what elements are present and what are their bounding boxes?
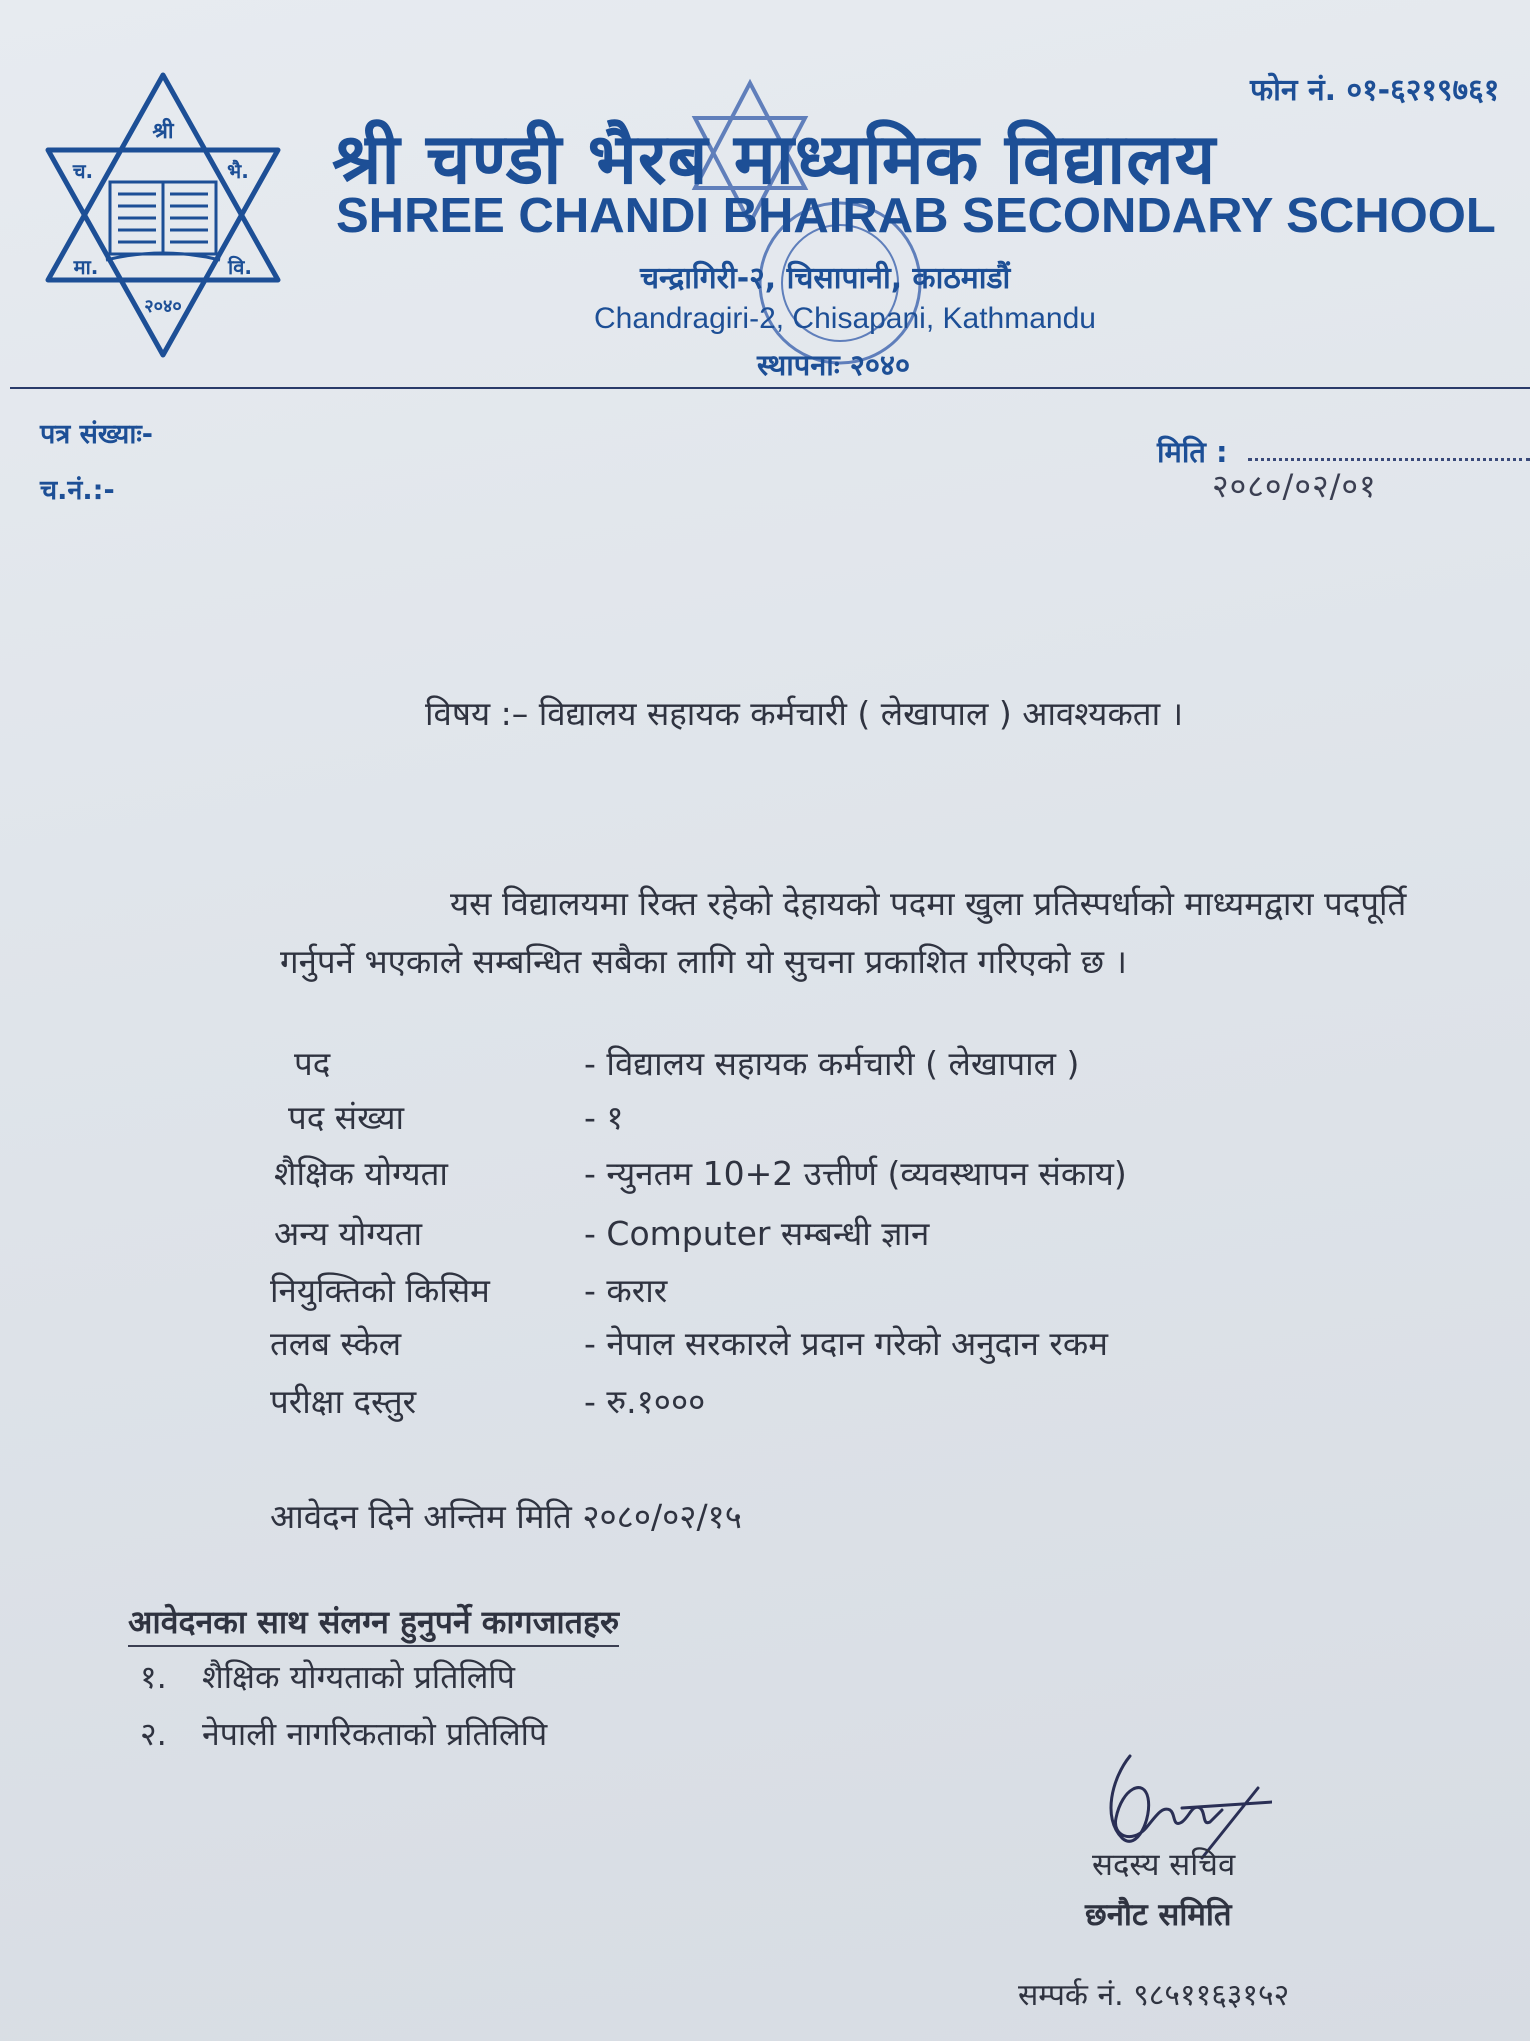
school-logo-icon [38, 70, 288, 360]
established-year: स्थापनाः २०४० [757, 348, 911, 382]
header-divider [10, 387, 1530, 389]
detail-value: - न्युनतम 10+2 उत्तीर्ण (व्यवस्थापन संकाय) [584, 1154, 1127, 1193]
required-documents-heading: आवेदनका साथ संलग्न हुनुपर्ने कागजातहरु [128, 1600, 619, 1647]
address-nepali: चन्द्रागिरी-२, चिसापानी, काठमाडौं [640, 261, 1011, 296]
list-item [140, 1655, 515, 1698]
logo-year: २०४० [144, 296, 182, 317]
letter-number-label: पत्र संख्याः- [40, 419, 153, 450]
list-item-number: १. [140, 1658, 167, 1696]
detail-value: - १ [584, 1098, 624, 1137]
intro-paragraph [280, 875, 1470, 991]
detail-value: - करार [584, 1271, 668, 1310]
phone-number: फोन नं. ०१-६२१९७६१ [1250, 73, 1500, 108]
intro-paragraph-text: यस विद्यालयमा रिक्त रहेको देहायको पदमा खुला प्रतिस्पर्धाको माध्यमद्वारा पदपूर्ति गर्नुपर्ने भएकाले सम्बन्धित सबैका लागि यो सुचना प्रकाशित गरिएको छ । [280, 884, 1407, 981]
list-item [140, 1712, 547, 1755]
detail-label: पद संख्या [288, 1098, 405, 1137]
list-item-text: शैक्षिक योग्यताको प्रतिलिपि [202, 1658, 515, 1696]
logo-top-letter: श्री [152, 119, 174, 144]
signatory-title: सदस्य सचिव [1092, 1847, 1236, 1883]
detail-label: अन्य योग्यता [274, 1214, 423, 1253]
detail-value: - रु.१००० [584, 1382, 706, 1421]
school-name-nepali: श्री चण्डी भैरब माध्यमिक विद्यालय [332, 118, 1217, 200]
contact-number: सम्पर्क नं. ९८५११६३१५२ [1018, 1978, 1290, 2013]
list-item-number: २. [140, 1715, 167, 1753]
detail-value: - Computer सम्बन्धी ज्ञान [584, 1214, 930, 1253]
logo-left-letter: च. [72, 159, 94, 183]
application-deadline: आवेदन दिने अन्तिम मिति २०८०/०२/१५ [270, 1497, 742, 1536]
dispatch-number-label: च.नं.:- [40, 475, 115, 506]
address-english: Chandragiri-2, Chisapani, Kathmandu [594, 302, 1096, 335]
detail-label: शैक्षिक योग्यता [274, 1154, 448, 1193]
detail-label: तलब स्केल [270, 1324, 402, 1363]
logo-right-letter: भै. [227, 159, 249, 183]
detail-label: परीक्षा दस्तुर [270, 1382, 417, 1421]
school-name-english: SHREE CHANDI BHAIRAB SECONDARY SCHOOL [336, 189, 1496, 243]
detail-value: - नेपाल सरकारले प्रदान गरेको अनुदान रकम [584, 1324, 1109, 1363]
detail-value: - विद्यालय सहायक कर्मचारी ( लेखापाल ) [584, 1044, 1080, 1083]
detail-label: पद [294, 1044, 331, 1083]
subject-line: विषय :– विद्यालय सहायक कर्मचारी ( लेखापाल ) आवश्यकता । [425, 694, 1184, 733]
detail-label: नियुक्तिको किसिम [270, 1271, 490, 1310]
logo-bottom-left-letter: मा. [73, 255, 99, 279]
list-item-text: नेपाली नागरिकताको प्रतिलिपि [202, 1715, 548, 1753]
date-label: मिति : [1157, 435, 1228, 469]
logo-bottom-right-letter: वि. [228, 255, 252, 279]
date-dotted-line [1248, 458, 1530, 461]
signatory-committee: छनौट समिति [1085, 1897, 1232, 1933]
date-value: २०८०/०२/०१ [1212, 467, 1377, 505]
